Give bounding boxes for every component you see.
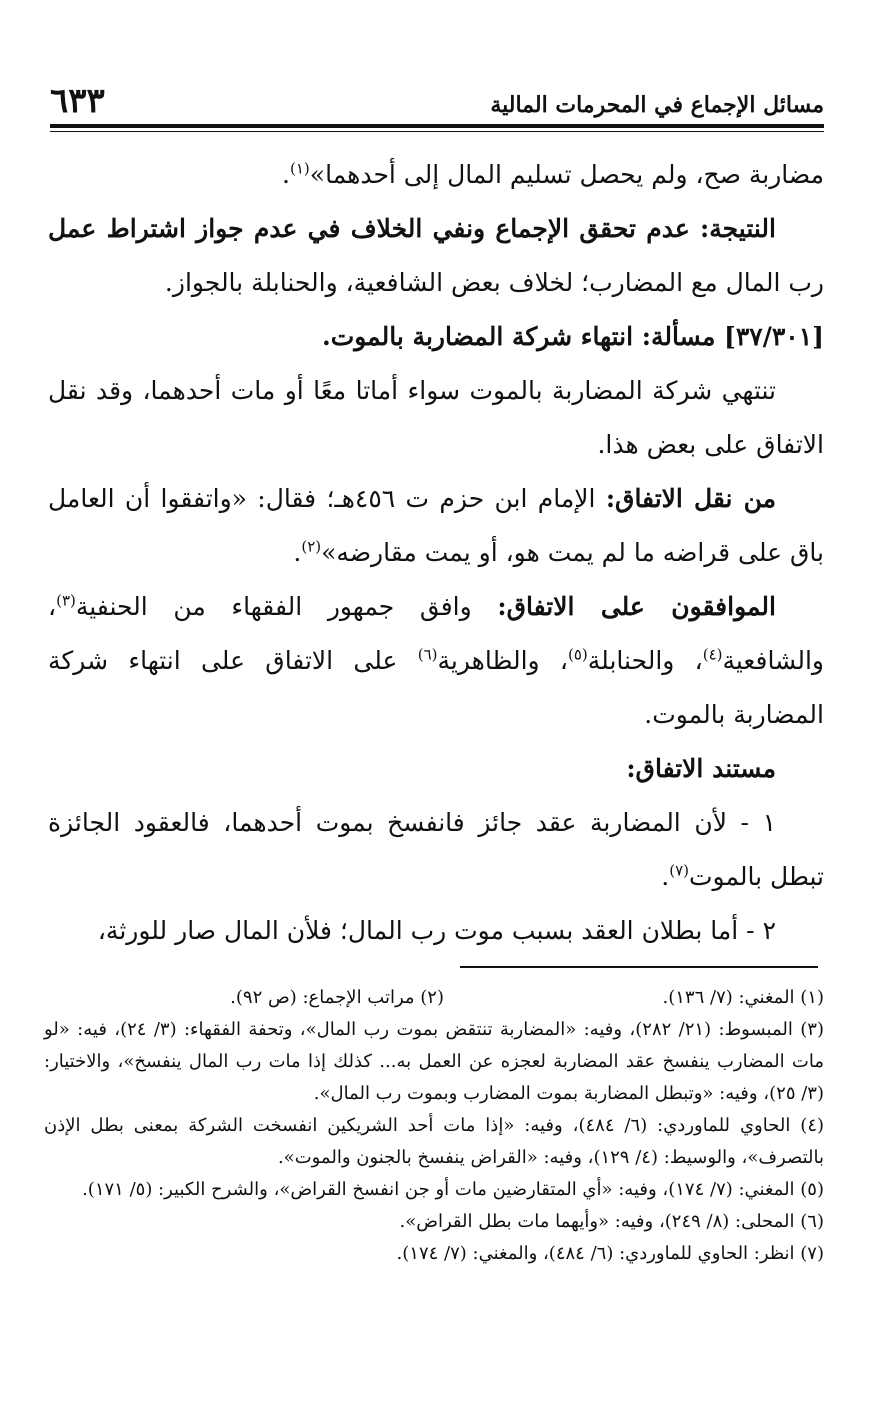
paragraph-4: من نقل الاتفاق: الإمام ابن حزم ت ٤٥٦هـ؛ فقال: «واتفقوا أن العامل باق على قراضه ما لم يمت هو، أو يمت مقارضه»$^{(٢)}$.: [48, 484, 824, 567]
running-header: [50, 72, 824, 120]
result-label: النتيجة:: [700, 214, 776, 243]
footnote-ref-1[interactable]: (١): [290, 159, 310, 178]
footnote-ref-3[interactable]: (٣): [56, 591, 76, 610]
basis-label: مستند الاتفاق:: [626, 754, 776, 783]
footnote-ref-2[interactable]: (٢): [301, 537, 322, 556]
footnote-1: (١) المغني: (٧/ ١٣٦).: [662, 987, 824, 1008]
footnote-ref-4[interactable]: (٤): [702, 645, 723, 664]
footnote-3: (٣) المبسوط: (٢١/ ٢٨٢)، وفيه: «المضاربة تنتقض بموت رب المال»، وتحفة الفقهاء: (٣/ ٢٤)، فيه: «لو مات المضارب ينفسخ عقد المضاربة لعجزه عن العمل به... كذلك إذا مات رب المال ينفسخ»، والاختيار: (٣/ ٢٥)، وفيه: «وتبطل المضاربة بموت المضارب وبموت رب المال».: [44, 1019, 824, 1104]
paragraph-result: النتيجة: عدم تحقق الإجماع ونفي الخلاف في عدم جواز اشتراط عمل رب المال مع المضارب؛ لخلاف بعض الشافعية، والحنابلة بالجواز.: [48, 214, 824, 297]
footnote-2: (٢) مراتب الإجماع: (ص ٩٢).: [230, 987, 444, 1008]
header-title: مسائل الإجماع في المحرمات المالية: [490, 92, 824, 118]
footnote-6: (٦) المحلى: (٨/ ٢٤٩)، وفيه: «وأيهما مات بطل القراض».: [399, 1211, 824, 1232]
agreeing-label: الموافقون على الاتفاق:: [497, 592, 776, 621]
footnote-7: (٧) انظر: الحاوي للماوردي: (٦/ ٤٨٤)، والمغني: (٧/ ١٧٤).: [396, 1243, 824, 1264]
footnotes: [44, 982, 824, 1270]
header-rule-thin: [50, 131, 824, 132]
footnote-row-1-2: [44, 982, 824, 1014]
footnote-5: (٥) المغني: (٧/ ١٧٤)، وفيه: «أي المتقارضين مات أو جن انفسخ القراض»، والشرح الكبير: (٥/ ١٧١).: [82, 1179, 824, 1200]
paragraph-3: تنتهي شركة المضاربة بالموت سواء أماتا معًا أو مات أحدهما، وقد نقل الاتفاق على بعض هذا.: [48, 376, 824, 459]
footnote-4: (٤) الحاوي للماوردي: (٦/ ٤٨٤)، وفيه: «إذا مات أحد الشريكين انفسخت الشركة بمعنى بطل الإذن بالتصرف»، والوسيط: (٤/ ١٢٩)، وفيه: «القراض ينفسخ بالجنون والموت».: [44, 1115, 825, 1168]
header-rule: [50, 124, 824, 128]
footnote-ref-7[interactable]: (٧): [669, 861, 689, 880]
main-text: [48, 148, 824, 958]
section-heading: [٣٧/٣٠١] مسألة: انتهاء شركة المضاربة بالموت.: [322, 322, 824, 351]
paragraph-1: مضاربة صح، ولم يحصل تسليم المال إلى أحدهما»$^{(١)}$.: [282, 159, 824, 189]
footnote-ref-6[interactable]: (٦): [417, 645, 438, 664]
paragraph-8: ٢ - أما بطلان العقد بسبب موت رب المال؛ فلأن المال صار للورثة،: [97, 916, 776, 945]
paragraph-7: ١ - لأن المضاربة عقد جائز فانفسخ بموت أحدهما، فالعقود الجائزة تبطل بالموت$^{(٧)}$.: [48, 808, 824, 891]
paragraph-5: الموافقون على الاتفاق: وافق جمهور الفقهاء من الحنفية$^{(٣)}$، والشافعية$^{(٤)}$، والحنابلة$^{(٥)}$، والظاهرية$^{(٦)}$ على الاتفاق على انتهاء شركة المضاربة بالموت.: [48, 591, 824, 729]
footnote-separator: [460, 966, 818, 968]
page-number: ٦٣٣: [50, 81, 105, 121]
footnote-ref-5[interactable]: (٥): [567, 645, 588, 664]
transmission-label: من نقل الاتفاق:: [605, 484, 777, 513]
